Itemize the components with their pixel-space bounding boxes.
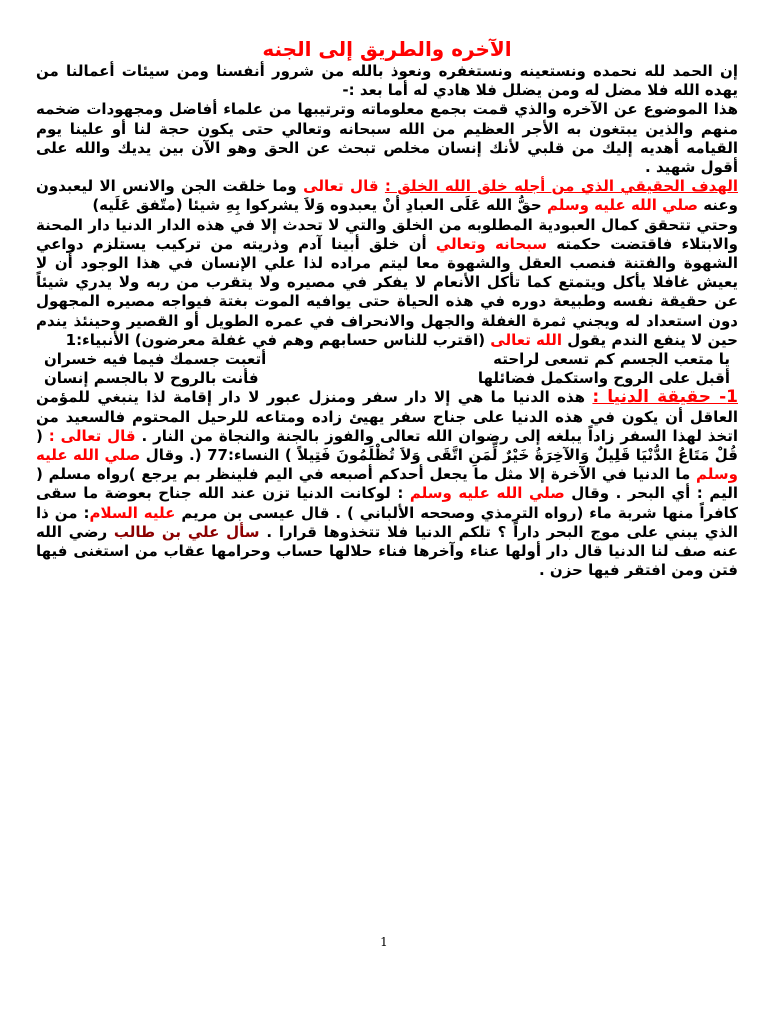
section-1-text-4: : لوكانت الدنيا تزن عند الله جناح بعوضة ما سقى كافراً منها شربة ماء (رواه الترمذي وصححه الألباني ) . قال عيسى بن مريم bbox=[36, 484, 739, 522]
section-1-text-2: ( قُلْ مَتَاعُ الدُّنْيَا قَلِيلٌ وَالآخِرَةُ خَيْرٌ لِّمَنِ اتَّقَى وَلاَ تُظْلَمُونَ فَتِيلاً ) النساء:77 (. وقال bbox=[36, 426, 738, 465]
worship-paragraph bbox=[36, 216, 738, 350]
worship-text-1: وحتي تتحقق كمال العبودية المطلوبه من الخلق والتي لا تحدث إلا في هذه الدار الدنيا دار المحنة والابتلاء فاقتضت حكمته bbox=[36, 215, 738, 253]
goal-heading: الهدف الحقيقي الذي من أجله خلق الله الخلق : bbox=[384, 177, 738, 196]
poem-hemistich: أتعبت جسمك فيما فيه خسران bbox=[44, 350, 267, 369]
document-body bbox=[36, 36, 738, 580]
salla-label: صلي الله عليه وسلم bbox=[409, 484, 565, 503]
section-1-text-1: هذه الدنيا ما هي إلا دار سفر ومنزل عبور لا دار إقامة لذا ينبغي للمؤمن العاقل أن يكون في هذه الدنيا على جناح سفر يهيئ زاده ومتاعه للرحيل المحتوم فالسعيد من اتخذ لهذا السفر زاداً يبلغه إلى رضوان الله تعالى والفوز بالجنة والنجاة من النار . bbox=[36, 388, 738, 445]
topic-paragraph bbox=[36, 100, 738, 177]
worship-text-3: (اقترب للناس حسابهم وهم في غفلة معرضون) الأنبياء:1 bbox=[65, 330, 486, 349]
document-title: الآخره والطريق إلى الجنه bbox=[262, 37, 512, 61]
salla-label: صلي الله عليه وسلم bbox=[546, 196, 698, 215]
qala-taala-label: قال تعالى : bbox=[48, 426, 136, 445]
section-1-heading: 1- حقيقة الدنيا : bbox=[592, 387, 738, 408]
intro-paragraph bbox=[36, 62, 738, 100]
intro-text: إن الحمد لله نحمده ونستعينه ونستغفره ونعوذ بالله من شرور أنفسنا ومن سيئات أعمالنا من يهده الله فلا مضل له ومن يضلل فلا هادي له أما بعد :- bbox=[36, 62, 738, 100]
qala-taala-label: قال تعالى bbox=[303, 177, 379, 196]
goal-text-1: وما خلقت الجن والانس الا ليعبدون وعنه bbox=[36, 177, 738, 215]
ali-label: سأل علي بن طالب bbox=[113, 522, 260, 541]
goal-text-2: حقُّ الله عَلَى العبادِ أنْ يعبدوه وَلاَ يشركوا بِهِ شيئا (متّفق عَلَيه) bbox=[92, 196, 542, 215]
worship-text-2: أن خلق أبينا آدم وذريته من تركيب يستلزم دواعي الشهوة والفتنة فنصب العقل والشهوة معا ليتم مراده لذا علي الإنسان في هذا الوجود أن لا يعيش غافلا يأكل ويتمتع كما تأكل الأنعام لا يفكر في مصيره ولا يتقرب من ربه ولا يدري شيئاً عن حقيقة نفسه وطبيعة دوره في هذه الحياة حتى يوافيه الموت بغتة فيواجه مصيره المجهول دون استعداد له ويجني ثمرة الغفلة والجهل والانحراف في عمره الطويل أو القصير وحينئذ يندم حين لا ينفع الندم يقول bbox=[36, 234, 738, 349]
section-1-paragraph bbox=[36, 388, 738, 580]
section-1-text-5: : من ذا الذي يبني على موج البحر داراً ؟ تلكم الدنيا فلا تتخذوها قرارا . bbox=[36, 503, 738, 541]
goal-paragraph bbox=[36, 177, 738, 215]
poem-line-2 bbox=[36, 369, 738, 388]
page-number: 1 bbox=[380, 935, 388, 949]
salla-label: صلي الله عليه وسلم bbox=[36, 446, 738, 484]
section-1-text-6: رضي الله عنه صف لنا الدنيا قال دار أولها عناء وآخرها فناء حلالها حساب وحرامها عقاب من استغنى فيها فتن ومن افتقر فيها حزن . bbox=[36, 522, 738, 580]
allah-taala-label: الله تعالى bbox=[490, 330, 563, 349]
topic-text: هذا الموضوع عن الآخره والذي قمت بجمع معلوماته وترتيبها من علماء أفاضل ومجهودات ضخمه منهم والذين يبتغون به الأجر العظيم من الله سبحانه وتعالي حتى يكون حجة لنا أو علينا يوم القيامه أهديه إليك من قلبي لأنك إنسان مخلص تبحث عن الحق وهو الآن بين يديك والله على أقول شهيد . bbox=[36, 100, 738, 177]
poem-hemistich: يا متعب الجسم كم تسعى لراحته bbox=[493, 350, 730, 369]
alayhi-label: عليه السلام bbox=[89, 503, 176, 522]
poem-hemistich: فأنت بالروح لا بالجسم إنسان bbox=[44, 369, 259, 388]
section-1-text-3: ما الدنيا في الآخرة إلا مثل ما يجعل أحدكم أصبعه في اليم فلينظر بم يرجع )رواه مسلم ( اليم : أي البحر . وقال bbox=[36, 465, 738, 503]
poem-line-1 bbox=[36, 350, 738, 369]
poem-hemistich: أقبل على الروح واستكمل فضائلها bbox=[477, 369, 730, 388]
subhanahu-label: سبحانه وتعالي bbox=[435, 234, 548, 253]
